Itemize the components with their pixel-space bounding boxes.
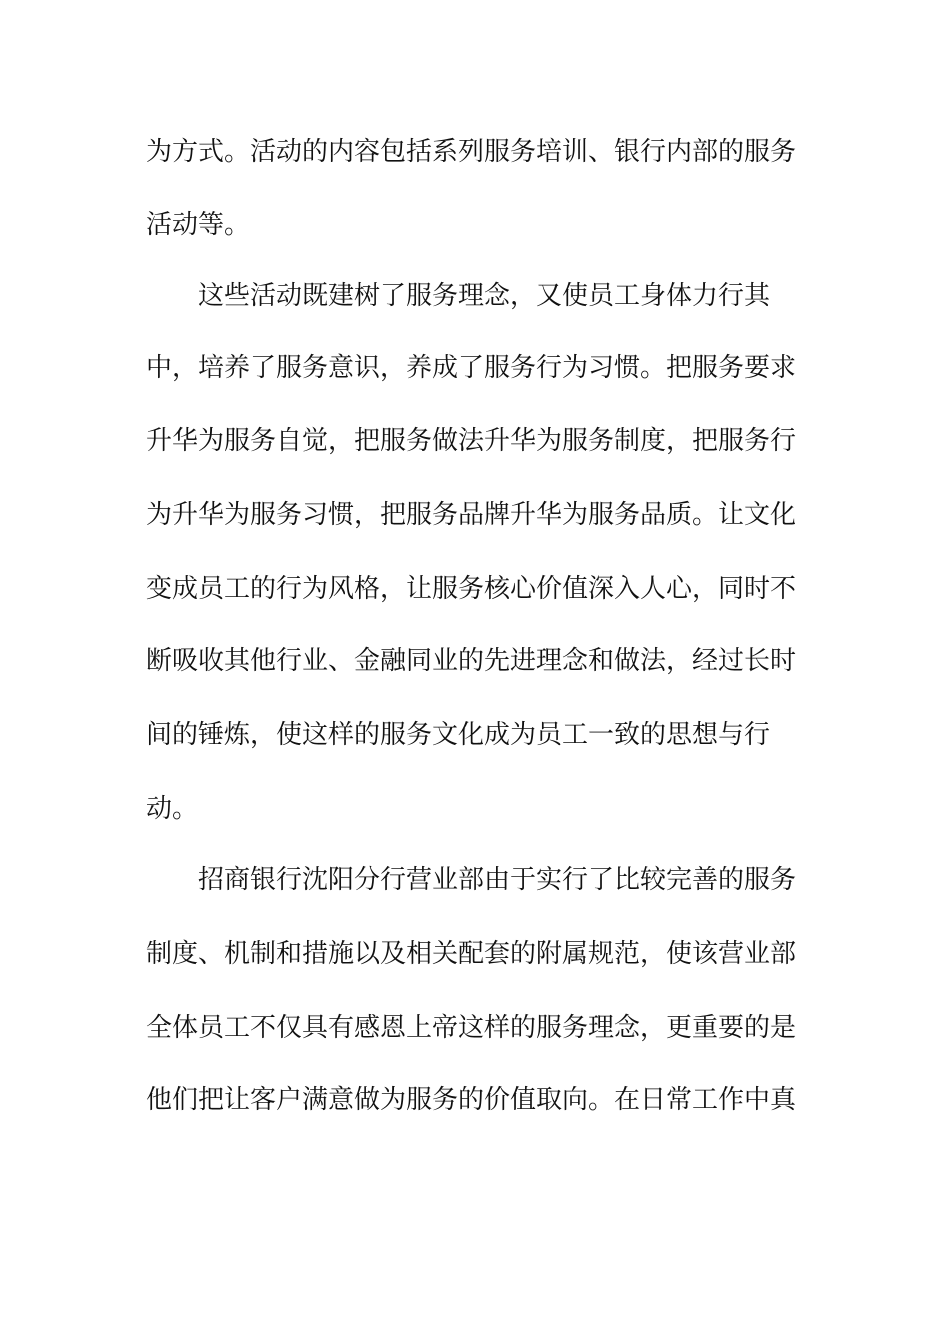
paragraph-3-line-4: 他们把让客户满意做为服务的价值取向。在日常工作中真 (146, 1085, 797, 1115)
paragraph-2-line-5: 变成员工的行为风格，让服务核心价值深入人心，同时不 (146, 574, 797, 604)
paragraph-2-line-4: 为升华为服务习惯，把服务品牌升华为服务品质。让文化 (146, 500, 797, 530)
paragraph-1-line-1: 为方式。活动的内容包括系列服务培训、银行内部的服务 (146, 137, 797, 167)
paragraph-2-line-1: 这些活动既建树了服务理念，又使员工身体力行其 (198, 281, 771, 311)
paragraph-3-line-2: 制度、机制和措施以及相关配套的附属规范，使该营业部 (146, 939, 797, 969)
paragraph-3-line-1: 招商银行沈阳分行营业部由于实行了比较完善的服务 (198, 865, 797, 895)
paragraph-2-line-2: 中，培养了服务意识，养成了服务行为习惯。把服务要求 (146, 353, 797, 383)
paragraph-2-line-7: 间的锤炼，使这样的服务文化成为员工一致的思想与行 (146, 720, 771, 750)
paragraph-2-line-3: 升华为服务自觉，把服务做法升华为服务制度，把服务行 (146, 426, 797, 456)
paragraph-2-line-8: 动。 (146, 794, 199, 824)
paragraph-3-line-3: 全体员工不仅具有感恩上帝这样的服务理念，更重要的是 (146, 1013, 797, 1043)
paragraph-2-line-6: 断吸收其他行业、金融同业的先进理念和做法，经过长时 (146, 646, 797, 676)
paragraph-1-line-2: 活动等。 (146, 210, 251, 240)
